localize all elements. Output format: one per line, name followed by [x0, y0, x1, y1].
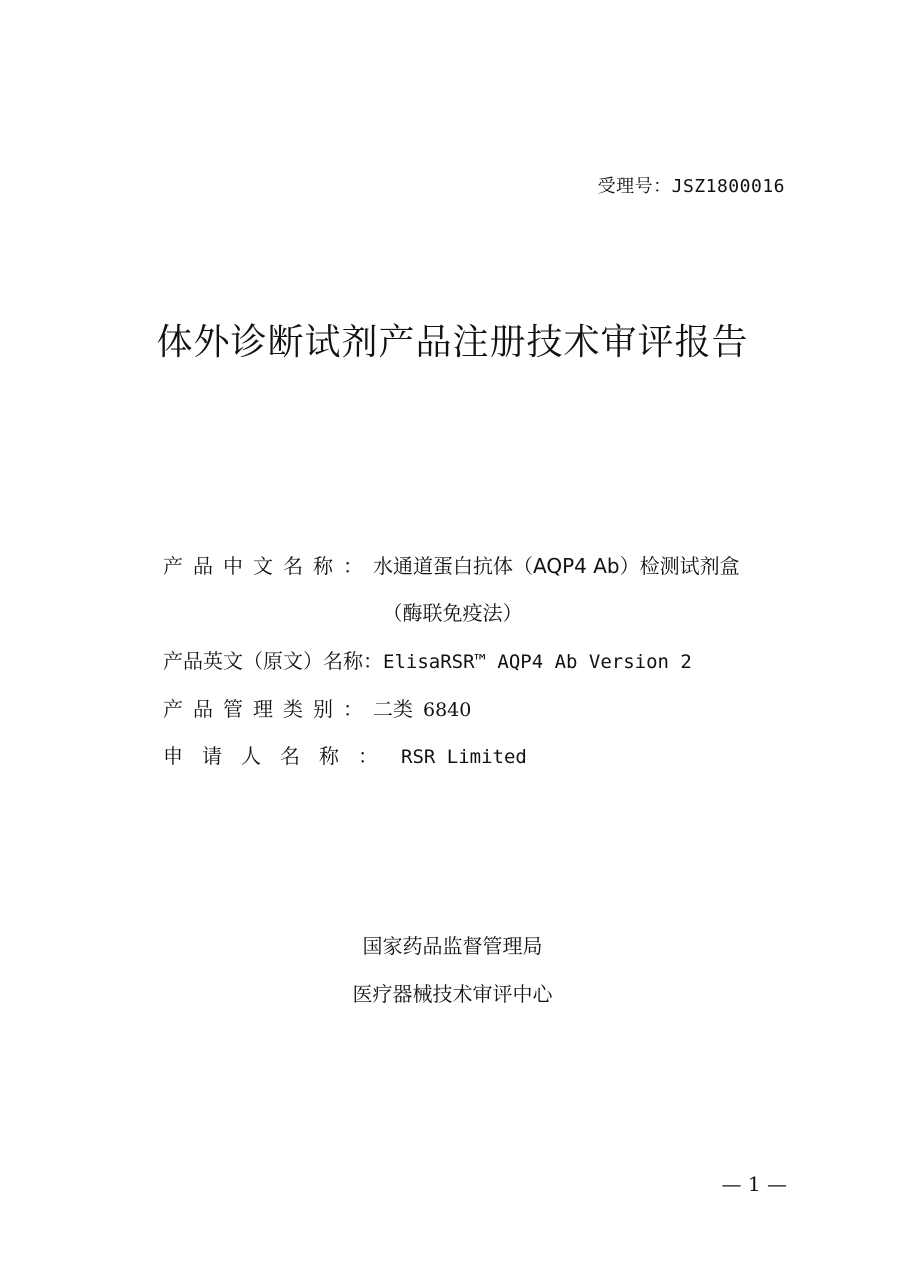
product-cn-name-value: 水通道蛋白抗体（AQP4 Ab）检测试剂盒	[373, 554, 740, 578]
acceptance-number: JSZ1800016	[671, 176, 785, 197]
acceptance-number-line	[598, 172, 785, 198]
product-cn-name-row	[163, 550, 740, 579]
product-en-name-row	[163, 645, 692, 674]
management-category-text: 二类	[373, 697, 413, 721]
product-cn-name-label: 产品中文名称：	[163, 554, 373, 578]
management-category-code: 6840	[423, 699, 472, 721]
product-cn-name-continuation	[0, 597, 905, 626]
applicant-label: 申请人名称：	[163, 744, 397, 768]
management-category-label: 产品管理类别：	[163, 697, 373, 721]
page-number: — 1 —	[721, 1172, 787, 1196]
document-title: 体外诊断试剂产品注册技术审评报告	[156, 322, 749, 363]
issuing-authority: 国家药品监督管理局	[362, 934, 543, 958]
product-cn-name-value-line2: （酶联免疫法）	[382, 601, 523, 625]
applicant-value: RSR Limited	[401, 746, 527, 768]
management-category-row	[163, 693, 471, 722]
review-center: 医疗器械技术审评中心	[352, 982, 553, 1006]
acceptance-label: 受理号：	[597, 176, 672, 197]
product-en-name-label: 产品英文（原文）名称：	[163, 649, 383, 673]
applicant-row	[163, 740, 527, 769]
product-en-name-value: ElisaRSR™ AQP4 Ab Version 2	[383, 651, 692, 673]
